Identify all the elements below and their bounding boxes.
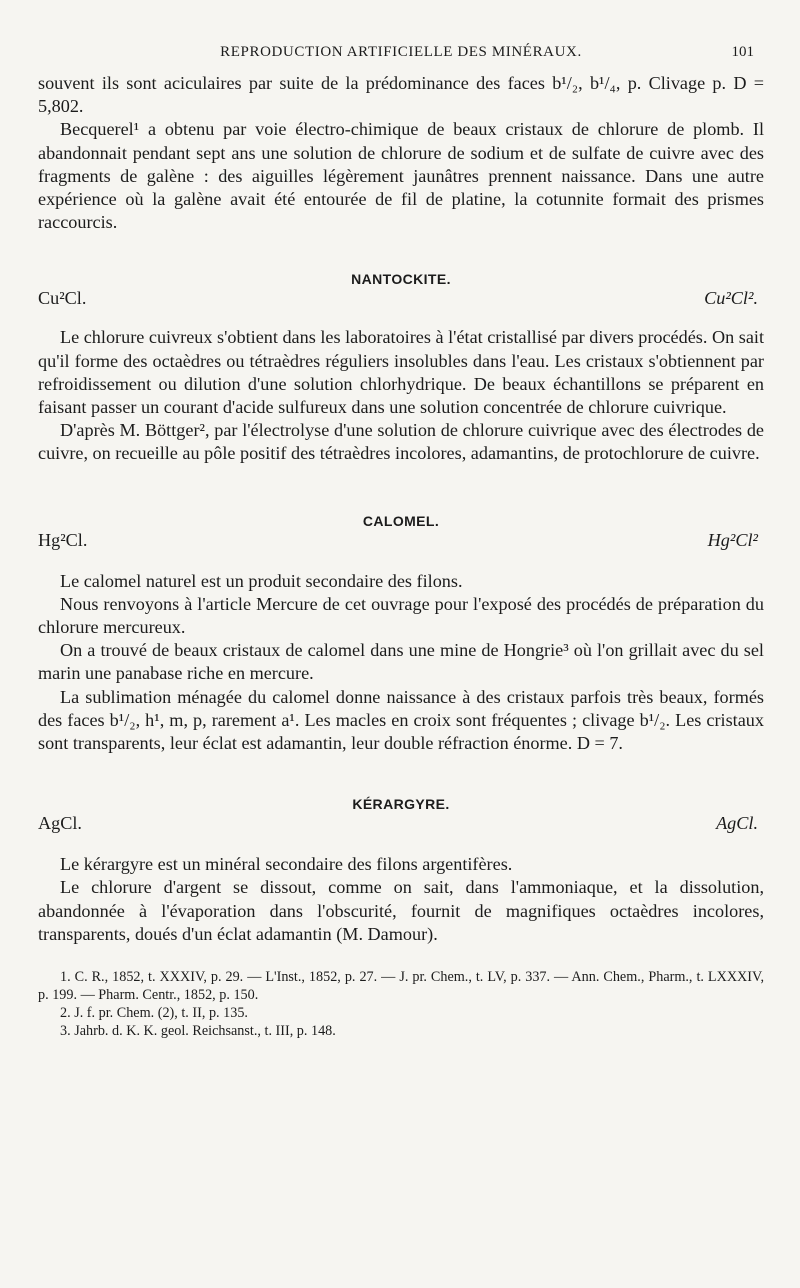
running-head-title: REPRODUCTION ARTIFICIELLE DES MINÉRAUX. bbox=[220, 44, 582, 60]
paragraph-intro-continuation: souvent ils sont aciculaires par suite de la prédominance des faces b¹/₂, b¹/₄, p. Clivage p. D = 5,802. bbox=[38, 73, 764, 117]
page-number: 101 bbox=[731, 44, 754, 60]
paragraph-calomel-2: Nous renvoyons à l'article Mercure de cet ouvrage pour l'exposé des procédés de préparation du chlorure mercureux. bbox=[38, 593, 764, 638]
footnote-2: 2. J. f. pr. Chem. (2), t. II, p. 135. bbox=[60, 1005, 248, 1022]
section-title-calomel: CALOMEL. bbox=[362, 512, 440, 529]
formula-kerargyre-right: AgCl. bbox=[716, 813, 758, 834]
formula-calomel-right: Hg²Cl² bbox=[707, 529, 758, 550]
footnotes bbox=[38, 968, 764, 1040]
footnote-3: 3. Jahrb. d. K. K. geol. Reichsanst., t. III, p. 148. bbox=[60, 1023, 336, 1040]
running-head bbox=[38, 44, 764, 66]
paragraph-nantockite-2: D'après M. Böttger², par l'électrolyse d'une solution de chlorure cuivrique avec des électrodes de cuivre, on recueille au pôle positif des tétraèdres incolores, adamantins, de protochlorure de cuivre. bbox=[38, 420, 764, 464]
paragraph-calomel-3: On a trouvé de beaux cristaux de calomel dans une mine de Hongrie³ où l'on grillait avec du sel marin une panabase riche en mercure. bbox=[38, 640, 764, 684]
formula-nantockite-left: Cu²Cl. bbox=[38, 288, 87, 309]
formula-calomel-left: Hg²Cl. bbox=[38, 529, 88, 550]
paragraph-kerargyre-1: Le kérargyre est un minéral secondaire des filons argentifères. bbox=[60, 854, 513, 875]
formula-row-nantockite bbox=[38, 288, 764, 312]
section-title-nantockite: NANTOCKITE. bbox=[351, 271, 451, 288]
formula-row-kerargyre bbox=[38, 813, 764, 837]
paragraph-nantockite-1: Le chlorure cuivreux s'obtient dans les laboratoires à l'état cristallisé par divers procédés. On sait qu'il forme des octaèdres ou tétraèdres réguliers insolubles dans l'eau. Les cristaux s'obtiennent par refroidissement ou dilution d'une solution chlorhydrique. De beaux échantillons se préparent en faisant passer un courant d'acide sulfureux dans une solution concentrée de chlorure cuivrique. bbox=[38, 327, 765, 418]
paragraph-kerargyre-2: Le chlorure d'argent se dissout, comme on sait, dans l'ammoniaque, et la dissolution, abandonnée à l'évaporation dans l'obscurité, fournit de magnifiques octaèdres incolores, transparents, doués d'un éclat adamantin (M. Damour). bbox=[38, 877, 764, 944]
formula-kerargyre-left: AgCl. bbox=[38, 813, 82, 834]
paragraph-calomel-4: La sublimation ménagée du calomel donne naissance à des cristaux parfois très beaux, formés des faces b¹/₂, h¹, m, p, rarement a¹. Les macles en croix sont fréquentes ; clivage b¹/₂. Les cristaux sont transparents, leur éclat est adamantin, leur double réfraction énorme. D = 7. bbox=[38, 686, 764, 754]
body-text bbox=[38, 72, 764, 1040]
paragraph-becquerel: Becquerel¹ a obtenu par voie électro-chimique de beaux cristaux de chlorure de plomb. Il abandonnait pendant sept ans une solution de chlorure de sodium et de sulfate de cuivre avec des fragments de galène : des aiguilles légèrement jaunâtres prennent naissance. Dans une autre expérience où la galène avait été entourée de fil de platine, la cotunnite formait des prismes raccourcis. bbox=[38, 119, 764, 233]
paragraph-calomel-1: Le calomel naturel est un produit secondaire des filons. bbox=[60, 570, 463, 591]
section-title-kerargyre: KÉRARGYRE. bbox=[352, 796, 450, 813]
formula-row-calomel bbox=[38, 530, 764, 554]
footnote-1: 1. C. R., 1852, t. XXXIV, p. 29. — L'Inst., 1852, p. 27. — J. pr. Chem., t. LV, p. 337. — Ann. Chem., Pharm., t. LXXXIV, p. 199. — Pharm. Centr., 1852, p. 150. bbox=[38, 969, 764, 1004]
formula-nantockite-right: Cu²Cl². bbox=[704, 288, 758, 309]
